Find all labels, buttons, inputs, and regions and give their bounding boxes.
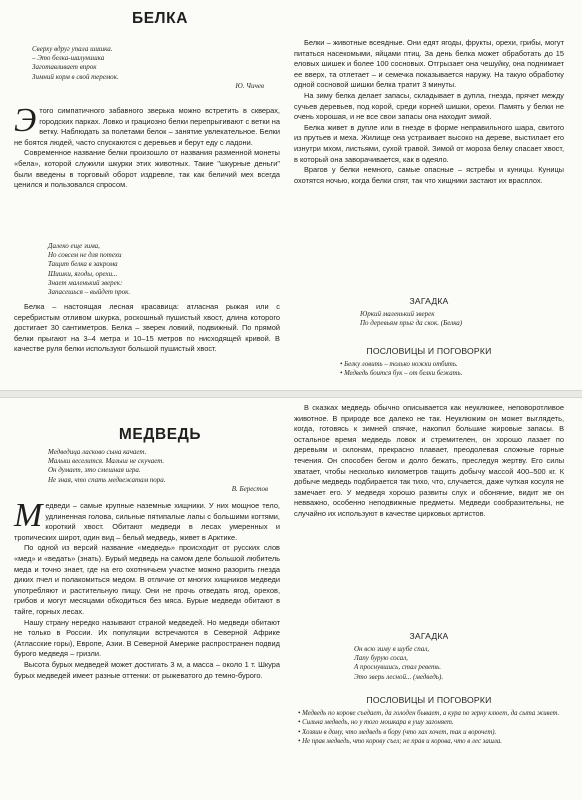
epigraph-poem [48,448,268,485]
poem-line: Зимний корм в свой теремок. [32,72,119,81]
squirrel-epigraph [32,45,264,90]
drop-cap: Э [14,102,37,139]
squirrel-proverbs [340,360,560,379]
riddle-line: А проснувшись, стал реветь. [354,663,442,672]
poem-line: Медведица ласково сына качает. [48,448,147,456]
squirrel-right-column [294,0,564,393]
paragraph: По одной из версий название «медведь» происходит от русских слов «мед» и «ведать» (знать). Бурый медведь на самом деле большой любитель меда и точно знает, где на его охотничьем участке можно разорить гнезда диких пчел и полакомиться медом. В отличие от многих хищников медведи употребляют и растительную пищу. Они не прочь отведать ягод, орехов, грибов и могут месяцами обходиться без мяса. Бурые медведи обитают в тайге, горных лесах. [14,543,280,616]
poem-line: Знает маленький зверек: [48,278,123,287]
squirrel-title: БЕЛКА [131,10,188,27]
proverb: • Не прав медведь, что корову съел; не прав и корова, что в лес зашла. [298,738,503,746]
bear-right-column [294,393,564,800]
proverbs-heading: ПОСЛОВИЦЫ И ПОГОВОРКИ [366,346,492,356]
poem-line: Но совсем не для потехи [48,251,122,260]
squirrel-page [0,0,582,393]
paragraph: Белка – настоящая лесная красавица: атласная рыжая или с серебристым отливом шкурка, роскошный пушистый хвост, длина которого достигает 30 сантиметров. Белка – зверек ловкий, подвижный. По прямой белки прыгают на 3–4 метра и 10–15 метров по нисходящей кривой. В качестве руля белки используют большой пушистый хвост. [14,302,280,354]
riddle-line: Юркий маленький зверек [360,310,435,318]
squirrel-description [14,302,280,355]
bear-facts [294,403,564,520]
epigraph-author: Ю. Чичев [235,81,264,90]
bear-epigraph [48,448,268,493]
squirrel-left-column [14,0,280,393]
poem-line: Он думает, это смешная игра. [48,466,141,475]
riddle-line: Он всю зиму в шубе спал, [354,645,430,653]
paragraph: В сказках медведь обычно описывается как неуклюжее, неповоротливое животное. В природе все далеко не так. Неуклюжим он может выглядеть, когда, готовясь к зимней спячке, накопил большие жировые запасы. В остальное время медведь ловок и стремителен, он хорошо лазает по деревьям и склонам, прекрасно плавает, преодолевая сложные горные течения. Он способен бегом и долго бежать, преследуя жертву. Его силы хватает, чтобы несколько километров тащить добычу массой 400–500 кг. К добыче медведь подбирается так тихо, что, случается, даже чуткая косуля не замечает его. У медведя хорошо развиты слух и обоняние, видит же он невважно, особенно неподвижные предметы. Медведи сообразительны, не случайно их используют в качестве цирковых артистов. [294,403,564,518]
riddle-heading: ЗАГАДКА [409,296,449,306]
poem-line: Шишки, ягоды, орехи... [48,269,118,278]
paragraph: едведи – самые крупные наземные хищники. У них мощное тело, удлиненная голова, сильные пятипалые лапы с большими когтями, короткий хвост. Обитают медведи в лесах умеренных и тропических широт, один вид – белый медведь, живет в Арктике. [14,501,280,542]
inline-poem [48,242,268,297]
poem-line: Запасешься ‒ выйдет прок. [48,288,131,297]
drop-cap: М [14,497,43,534]
proverb: • Медведь по корове съедает, да голоден бывает, а кура по зерну клюет, да сыта живет. [298,710,560,717]
proverb: • Сильна медведь, но у того мошкара в ушу загоняет. [298,719,454,727]
bear-title: МЕДВЕДЬ [118,426,202,443]
riddle-line: Это зверь лесной... (медведь). [354,672,444,681]
squirrel-facts [294,38,564,186]
proverbs-heading: ПОСЛОВИЦЫ И ПОГОВОРКИ [366,695,492,705]
poem-line: – Это белка-шалунишка [32,54,105,63]
paragraph: того симпатичного забавного зверька можно встретить в скверах, городских парках. Ловко и грациозно белки перепрыгивают с ветки на ветку. Наблюдать за полетами белок – занятие увлекательное. Белки не боятся людей, часто спускаются с деревьев и берут еду с ладони. [14,106,280,147]
poem-line: Не зная, что спать медвежатам пора. [48,475,166,484]
bear-riddle [354,645,560,682]
proverb: • Белку ловить – только ножки отбить. [340,361,458,368]
bear-left-column [14,393,280,800]
squirrel-riddle [360,310,560,328]
riddle-line: Лапу бурую сосал, [354,654,408,663]
poem-line: Тащит белка в закрома [48,260,118,269]
paragraph: Нашу страну нередко называют страной медведей. Но медведи обитают не только в России. Их популяции встречаются в Северной Африке (Атласские горы), Европе, Азии. В Северной Америке распространен подвид бурого медведя – гризли. [14,617,280,659]
bear-page [0,393,582,800]
squirrel-intro [14,102,280,191]
proverb: • Хозяин в дому, что медведь в бору (что хах хочет, так и ворочет). [298,728,497,736]
paragraph: Врагов у белки немного, самые опасные – ястребы и куницы. Куницы охотятся ночью, когда белки спят, так что хищники застают их врасплох. [294,165,564,185]
epigraph-poem [32,45,264,82]
poem-line: Заготавливает впрок [32,63,97,72]
proverb: • Медведь боится бук ‒ от белки бежать. [340,370,463,378]
poem-line: Малыш веселится. Малыш не скучает. [48,457,165,466]
paragraph: На зиму белка делает запасы, складывает в дупла, гнезда, прячет между сучьев деревьев, под корой, среди корней шишки, орехи. Память у белки не очень хорошая, и не все свои запасы она находит зимой. [294,90,564,122]
riddle-heading: ЗАГАДКА [409,631,449,641]
poem-line: Далеко еще зима, [48,242,100,250]
paragraph: Белки – животные всеядные. Они едят ягоды, фрукты, орехи, грибы, могут питаться насекомыми, яйцами птиц. За день белка может обработать до 15 еловых шишек и более 100 сосновых. Отгрызает она чешуйку, она поднимает ее вверх, та отлетает – и семечка показывается наружу. На такую обработку одной сосновой шишки белка тратит 3 минуты. [294,38,564,90]
squirrel-poem [48,242,268,297]
riddle-line: По деревьям прыг да скок. (Белка) [360,319,463,328]
paragraph: Современное название белки произошло от названия разменной монеты «бела», которой служили шкурки этих животных. Такие "шкурные деньги" были введены в торговый оборот издревле, так как беличий мех всегда ценился и пользовался спросом. [14,148,280,190]
paragraph: Белка живет в дупле или в гнезде в форме неправильного шара, свитого из прутьев и меха. Жилище она устраивает высоко на дереве, выстилает его изнутри мхом, листьями, сухой травой. Зимой от мороза белку спасает хвост, в который она заворачивается, как в одеяло. [294,122,564,164]
bear-proverbs [298,709,562,747]
bear-intro [14,497,280,681]
epigraph-author: В. Берестов [231,484,268,493]
paragraph: Высота бурых медведей может достигать 3 м, а масса – около 1 т. Шкура бурых медведей имеет разные оттенки: от рыжеватого до темно-бурого. [14,659,280,680]
poem-line: Сверху вдруг упала шишка. [32,45,113,53]
